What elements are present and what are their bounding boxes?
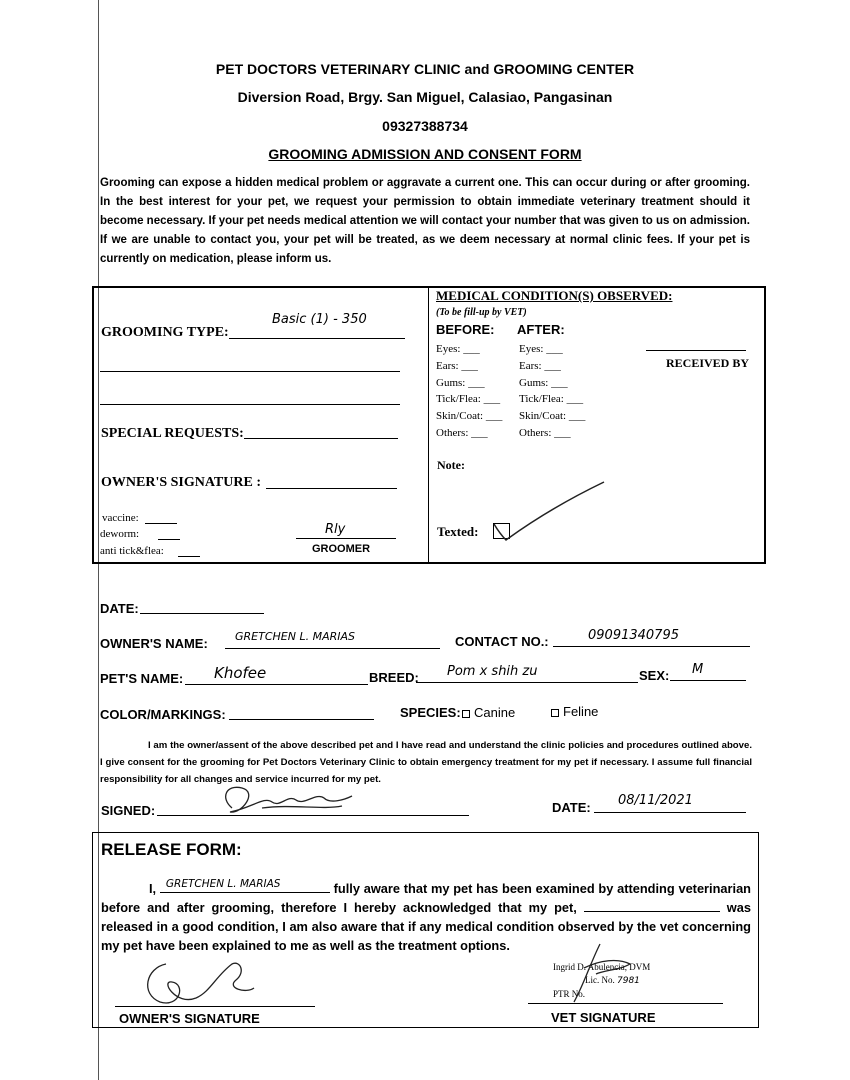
grooming-extra-line-2 <box>100 404 400 405</box>
after-item-ears: Ears: ___ <box>519 359 561 372</box>
species-label: SPECIES: <box>400 705 461 720</box>
tickflea-line <box>178 556 200 557</box>
intro-paragraph: Grooming can expose a hidden medical problem or aggravate a current one. This can occur during or after grooming. In the best interest for your pet, we request your permission to obtain immediate veterinary treatment should it become necessary. If your pet needs medical attention we will contact your number that was given to us on admission. If we are unable to contact you, your pet will be treated, as we deem necessary at normal clinic fees. If your pet is currently on medication, please inform us. <box>100 177 750 265</box>
clinic-address: Diversion Road, Brgy. San Miguel, Calasiao, Pangasinan <box>237 89 613 105</box>
vet-name: Ingrid D. Abulencia, DVM <box>553 962 651 972</box>
vaccine-line <box>145 523 177 524</box>
release-i-label: I, <box>149 881 157 896</box>
owner-signature-label: OWNER'S SIGNATURE : <box>101 475 261 490</box>
owner-name-line <box>225 648 440 649</box>
release-text-1: fully aware that my pet has been examined by attending veterinarian before and after grooming, therefore I hereby acknowledged that my pet, <box>101 881 751 915</box>
release-paragraph <box>101 879 751 955</box>
received-by-line <box>646 350 746 351</box>
deworm-label: deworm: <box>100 528 140 540</box>
release-owner-line <box>160 879 330 893</box>
grooming-type-line <box>229 338 405 339</box>
before-item-eyes: Eyes: ___ <box>436 343 480 355</box>
special-requests-line <box>244 438 398 439</box>
vet-ptr: PTR No. <box>553 989 586 999</box>
before-list <box>436 341 502 442</box>
vaccine-label: vaccine: <box>102 512 139 524</box>
clinic-name: PET DOCTORS VETERINARY CLINIC and GROOMING CENTER <box>215 61 635 77</box>
release-owner-value: GRETCHEN L. MARIAS <box>165 878 281 890</box>
canine-label: Canine <box>474 705 516 720</box>
after-item-tickflea: Tick/Flea: ___ <box>519 393 584 406</box>
owner-signature-scribble <box>212 778 362 822</box>
before-item-skincoat: Skin/Coat: ___ <box>436 410 503 423</box>
date-label: DATE: <box>100 601 139 616</box>
deworm-line <box>158 539 180 540</box>
release-owner-signature-label: OWNER'S SIGNATURE <box>119 1011 260 1026</box>
species-canine-option[interactable] <box>462 705 515 720</box>
breed-line <box>416 682 638 683</box>
texted-label: Texted: <box>437 524 479 539</box>
vet-signature-scribble <box>560 940 650 1006</box>
release-owner-signature-scribble <box>136 954 256 1014</box>
after-item-others: Others: ___ <box>519 426 571 439</box>
release-title: RELEASE FORM: <box>101 840 242 859</box>
vet-signature-label: VET SIGNATURE <box>551 1010 656 1025</box>
breed-label: BREED: <box>369 670 419 685</box>
owner-signature-line <box>266 488 397 489</box>
grooming-extra-line-1 <box>100 371 400 372</box>
before-item-gums: Gums: ___ <box>436 376 485 389</box>
groomer-value: Rly <box>325 522 346 537</box>
date-line <box>140 613 264 614</box>
medical-title: MEDICAL CONDITION(S) OBSERVED: <box>436 288 673 303</box>
grooming-type-value: Basic (1) - 350 <box>272 312 367 327</box>
box-divider <box>428 287 429 562</box>
medical-subtitle: (To be fill-up by VET) <box>436 307 527 318</box>
groomer-line <box>296 538 396 539</box>
vet-signature-line <box>528 1003 723 1004</box>
feline-label: Feline <box>563 704 599 719</box>
pet-name-line <box>185 684 368 685</box>
color-markings-label: COLOR/MARKINGS: <box>100 707 226 722</box>
owner-name-value: GRETCHEN L. MARIAS <box>235 630 355 643</box>
owner-name-label: OWNER'S NAME: <box>100 636 208 651</box>
sex-value: M <box>692 662 704 677</box>
before-item-tickflea: Tick/Flea: ___ <box>436 393 501 406</box>
groomer-label: GROOMER <box>312 543 371 555</box>
color-markings-line <box>229 719 374 720</box>
received-by-label: RECEIVED BY <box>666 356 750 370</box>
after-list <box>519 341 585 442</box>
contact-label: CONTACT NO.: <box>455 634 549 649</box>
consent-paragraph: I am the owner/assent of the above described pet and I have read and understand the clinic policies and procedures outlined above. I give consent for the grooming for Pet Doctors Veterinary Clinic to obtain emergency treatment for my pet if necessary. I assume full financial responsibility for all changes and service incurred for my pet. <box>100 740 752 785</box>
after-item-gums: Gums: ___ <box>519 376 568 389</box>
special-requests-label: SPECIAL REQUESTS: <box>101 426 244 441</box>
consent-date-line <box>594 812 746 813</box>
sex-label: SEX: <box>639 668 670 683</box>
after-item-skincoat: Skin/Coat: ___ <box>519 410 586 423</box>
sex-line <box>670 680 746 681</box>
pet-name-value: Khofee <box>214 664 267 682</box>
after-item-eyes: Eyes: ___ <box>519 343 563 355</box>
before-item-ears: Ears: ___ <box>436 359 478 372</box>
before-item-others: Others: ___ <box>436 426 488 439</box>
grooming-type-label: GROOMING TYPE: <box>101 325 229 340</box>
feline-checkbox[interactable] <box>551 709 559 717</box>
signed-label: SIGNED: <box>101 803 156 818</box>
contact-value: 09091340795 <box>588 628 679 643</box>
species-feline-option[interactable] <box>551 704 598 719</box>
contact-line <box>553 646 750 647</box>
form-title: GROOMING ADMISSION AND CONSENT FORM <box>268 146 582 162</box>
note-label: Note: <box>437 458 465 472</box>
release-pet-line <box>584 899 720 912</box>
release-text-2: was released in a good condition, I am also aware that if any medical condition observed by the vet concerning my pet have been explained to me as well as the treatment options. <box>101 900 751 953</box>
before-label: BEFORE: <box>436 322 495 337</box>
pet-name-label: PET'S NAME: <box>100 671 184 686</box>
clinic-phone: 09327388734 <box>382 118 468 134</box>
consent-date-value: 08/11/2021 <box>618 793 693 808</box>
consent-date-label: DATE: <box>552 800 591 815</box>
tickflea-label: anti tick&flea: <box>100 545 164 557</box>
breed-value: Pom x shih zu <box>447 664 538 679</box>
texted-check-mark <box>490 478 610 544</box>
after-label: AFTER: <box>517 322 565 337</box>
canine-checkbox[interactable] <box>462 710 470 718</box>
vet-lic: Lic. No. 7981 <box>585 975 640 986</box>
